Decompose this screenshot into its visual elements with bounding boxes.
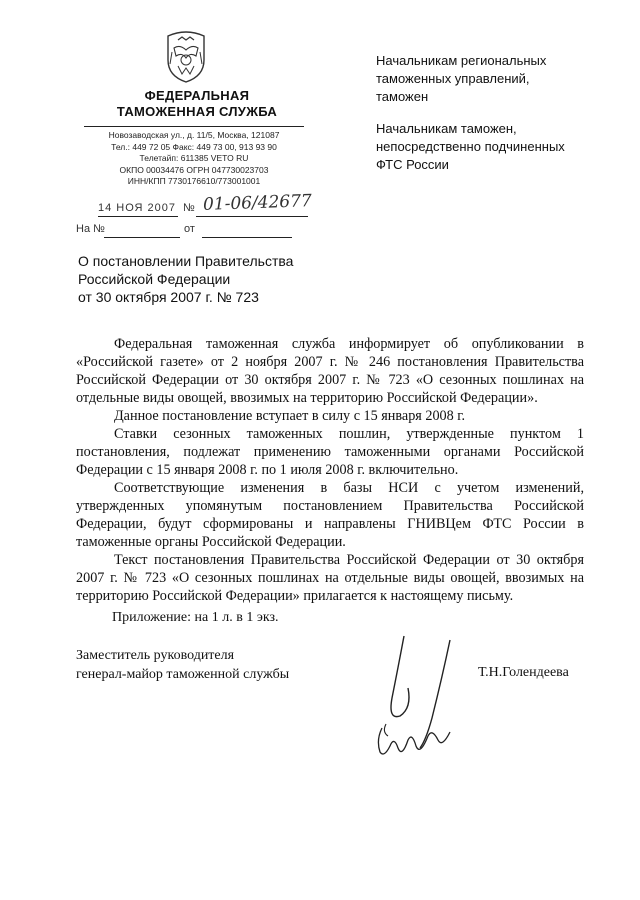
agency-name-line2: ТАМОЖЕННАЯ СЛУЖБА (116, 104, 278, 119)
subject-line: от 30 октября 2007 г. № 723 (78, 289, 259, 305)
contact-phone: Тел.: 449 72 05 Факс: 449 73 00, 913 93 90 (111, 141, 277, 152)
coat-of-arms-icon (160, 30, 212, 84)
body-paragraph: Данное постановление вступает в силу с 15 января 2008 г. (114, 408, 466, 424)
reply-number-underline (104, 237, 180, 238)
addressee-line: таможенных управлений, (376, 71, 530, 86)
number-underline (196, 216, 308, 217)
registration-date: 14 НОЯ 2007 (98, 202, 177, 214)
registration-number: 01-06/42677 (202, 191, 313, 215)
number-sign: № (183, 202, 195, 214)
addressee-line: Начальникам таможен, (376, 121, 517, 136)
contact-okpo: ОКПО 00034476 ОГРН 047730023703 (119, 164, 269, 175)
signer-position-line1: Заместитель руководителя (76, 648, 235, 663)
addressee-gap (376, 106, 586, 120)
signer-position (76, 646, 289, 684)
header-divider (84, 126, 304, 127)
contact-teletype: Телетайп: 611385 VETO RU (139, 153, 249, 163)
body-paragraph: Соответствующие изменения в базы НСИ с учетом изменений, утвержденных упомянутым постановлением Правительства Российской Федерации, будут сформированы и направлены ГНИВЦем ФТС России в таможенные органы Российской Федерации. (76, 480, 584, 550)
agency-name-line1: ФЕДЕРАЛЬНАЯ (144, 88, 250, 103)
subject-line: О постановлении Правительства (78, 253, 294, 269)
reply-number-label: На № (76, 223, 105, 235)
registration-line (98, 191, 318, 220)
signer-name: Т.Н.Голендеева (478, 665, 569, 680)
body-paragraph: Ставки сезонных таможенных пошлин, утвержденные пунктом 1 постановления, подлежат применению таможенными органами Российской Федерации с 15 января 2008 г. по 1 июля 2008 г. включительно. (76, 426, 584, 478)
reply-date-underline (202, 237, 292, 238)
letter-body (76, 335, 584, 605)
letter-subject (78, 252, 338, 306)
date-underline (98, 216, 178, 217)
handwritten-signature-icon (362, 628, 472, 768)
body-paragraph: Текст постановления Правительства Российской Федерации от 30 октября 2007 г. № 723 «О сезонных пошлинах на отдельные виды овощей, ввозимых на территорию Российской Федерации» прилагается к настоящему письму. (76, 552, 584, 604)
contact-address: Новозаводская ул., д. 11/5, Москва, 121087 (108, 130, 280, 140)
signer-position-line2: генерал-майор таможенной службы (76, 667, 290, 682)
addressee-line: таможен (376, 89, 429, 104)
body-paragraph: Федеральная таможенная служба информирует об опубликовании в «Российской газете» от 2 ноября 2007 г. № 246 постановления Правительства Российской Федерации от 30 октября 2007 г. № 723 «О сезонных пошлинах на отдельные виды овощей, ввозимых на территорию Российской Федерации». (76, 336, 584, 406)
attachment-note: Приложение: на 1 л. в 1 экз. (112, 610, 279, 625)
reply-from-label: от (184, 223, 195, 235)
addressee-block (376, 52, 586, 174)
subject-line: Российской Федерации (78, 271, 231, 287)
addressee-line: непосредственно подчиненных (376, 139, 565, 154)
contact-inn: ИНН/КПП 7730176610/773001001 (127, 176, 261, 186)
addressee-line: Начальникам региональных (376, 53, 547, 68)
addressee-line: ФТС России (376, 157, 449, 172)
contact-details (84, 130, 304, 188)
